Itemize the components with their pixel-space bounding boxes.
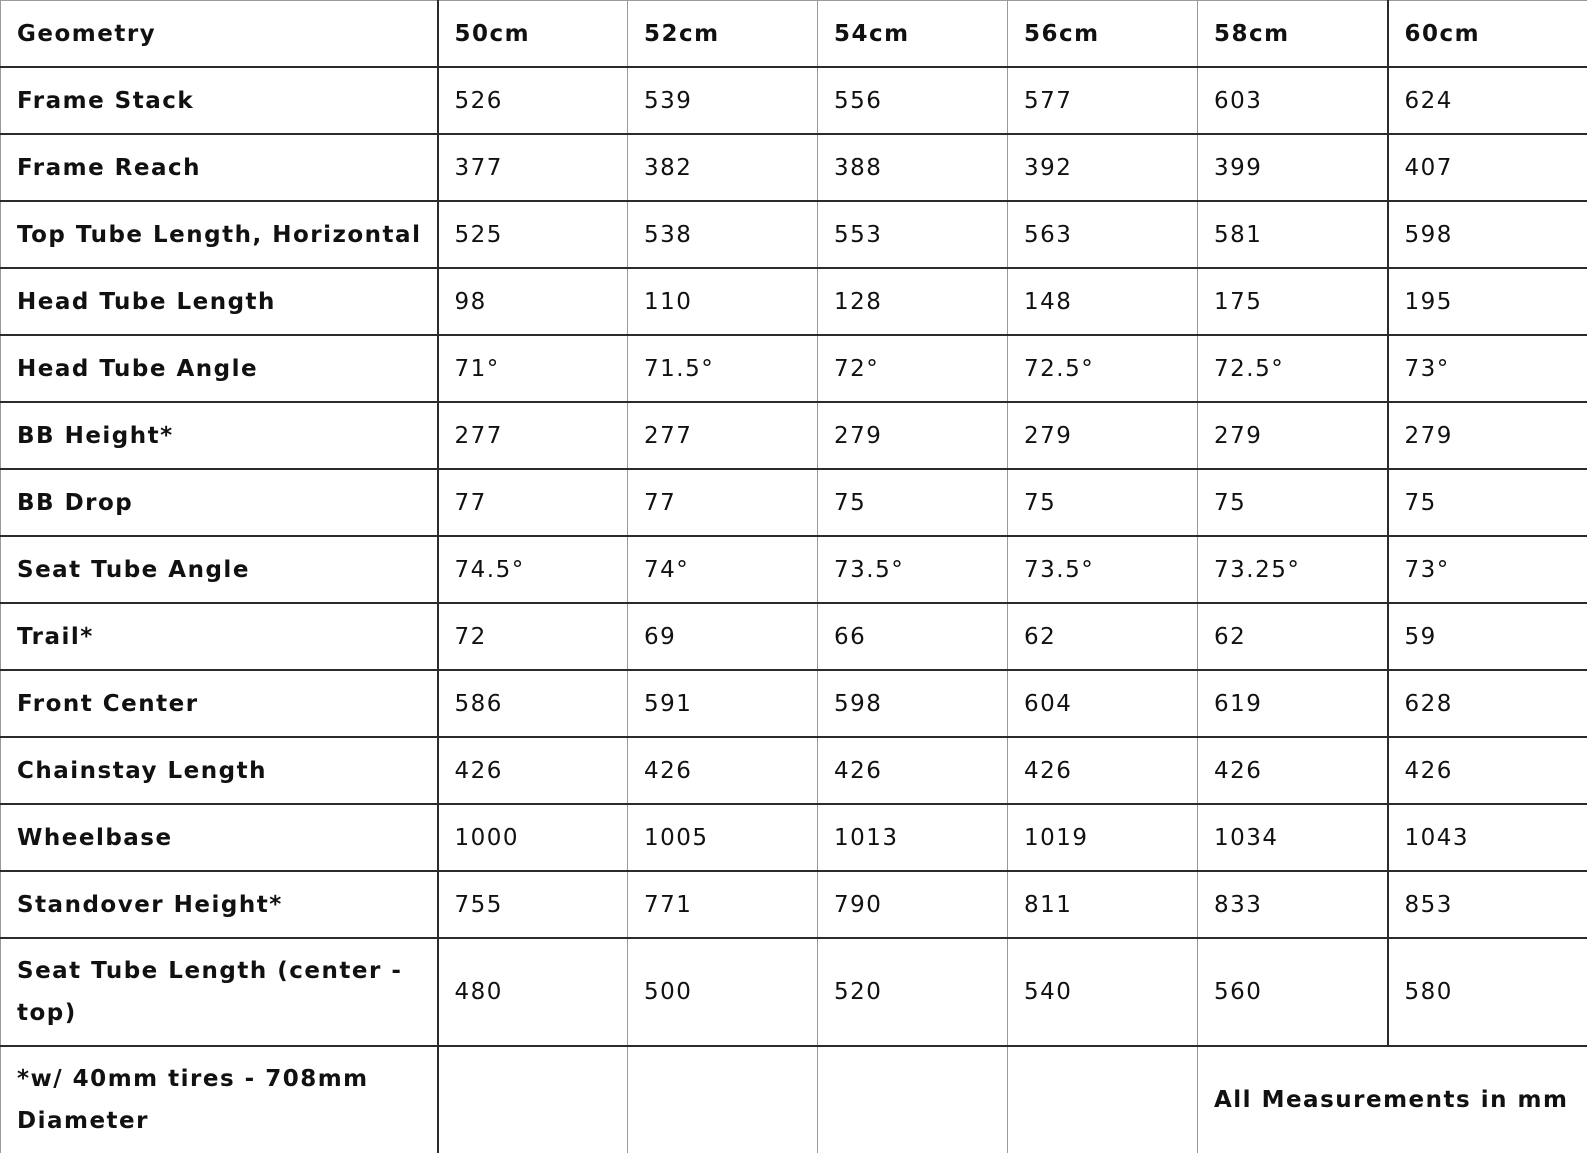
empty-cell — [628, 1046, 818, 1153]
column-header-geometry: Geometry — [1, 1, 438, 68]
table-cell: 382 — [628, 134, 818, 201]
row-label: Seat Tube Length (center - top) — [1, 938, 438, 1046]
column-header-size: 50cm — [438, 1, 628, 68]
row-label: BB Drop — [1, 469, 438, 536]
units-note: All Measurements in mm — [1214, 1087, 1569, 1113]
table-cell: 388 — [818, 134, 1008, 201]
table-cell: 62 — [1008, 603, 1198, 670]
table-cell: 59 — [1388, 603, 1587, 670]
table-cell: 73° — [1388, 536, 1587, 603]
table-cell: 538 — [628, 201, 818, 268]
table-cell: 426 — [438, 737, 628, 804]
table-row — [1, 737, 1587, 804]
table-row — [1, 670, 1587, 737]
table-cell: 72.5° — [1008, 335, 1198, 402]
table-row — [1, 603, 1587, 670]
table-cell: 73.25° — [1198, 536, 1388, 603]
column-header-size: 52cm — [628, 1, 818, 68]
table-cell: 74.5° — [438, 536, 628, 603]
table-cell: 480 — [438, 938, 628, 1046]
row-label: Frame Stack — [1, 67, 438, 134]
table-row — [1, 134, 1587, 201]
table-cell: 526 — [438, 67, 628, 134]
row-label: Wheelbase — [1, 804, 438, 871]
row-label: Chainstay Length — [1, 737, 438, 804]
table-cell: 833 — [1198, 871, 1388, 938]
table-cell: 279 — [1198, 402, 1388, 469]
table-cell: 74° — [628, 536, 818, 603]
table-cell: 586 — [438, 670, 628, 737]
table-row — [1, 67, 1587, 134]
table-row — [1, 335, 1587, 402]
table-cell: 603 — [1198, 67, 1388, 134]
table-cell: 377 — [438, 134, 628, 201]
table-cell: 407 — [1388, 134, 1587, 201]
column-header-size: 60cm — [1388, 1, 1587, 68]
table-cell: 500 — [628, 938, 818, 1046]
table-cell: 577 — [1008, 67, 1198, 134]
table-cell: 75 — [1198, 469, 1388, 536]
table-cell: 72° — [818, 335, 1008, 402]
table-cell: 520 — [818, 938, 1008, 1046]
table-cell: 75 — [818, 469, 1008, 536]
table-cell: 62 — [1198, 603, 1388, 670]
table-cell: 1019 — [1008, 804, 1198, 871]
table-cell: 399 — [1198, 134, 1388, 201]
table-cell: 426 — [1388, 737, 1587, 804]
empty-cell — [1008, 1046, 1198, 1153]
table-cell: 525 — [438, 201, 628, 268]
table-cell: 195 — [1388, 268, 1587, 335]
table-cell: 1013 — [818, 804, 1008, 871]
table-row — [1, 536, 1587, 603]
table-cell: 77 — [438, 469, 628, 536]
row-label: Front Center — [1, 670, 438, 737]
table-cell: 1034 — [1198, 804, 1388, 871]
column-header-size: 58cm — [1198, 1, 1388, 68]
table-cell: 580 — [1388, 938, 1587, 1046]
table-cell: 598 — [818, 670, 1008, 737]
table-cell: 598 — [1388, 201, 1587, 268]
table-cell: 426 — [1008, 737, 1198, 804]
table-cell: 71° — [438, 335, 628, 402]
column-header-size: 54cm — [818, 1, 1008, 68]
table-cell: 175 — [1198, 268, 1388, 335]
table-cell: 624 — [1388, 67, 1587, 134]
table-cell: 71.5° — [628, 335, 818, 402]
table-cell: 628 — [1388, 670, 1587, 737]
table-cell: 279 — [1008, 402, 1198, 469]
footnote: *w/ 40mm tires - 708mm Diameter — [1, 1046, 438, 1153]
table-cell: 426 — [818, 737, 1008, 804]
table-cell: 277 — [628, 402, 818, 469]
table-cell: 73.5° — [818, 536, 1008, 603]
table-cell: 110 — [628, 268, 818, 335]
table-cell: 853 — [1388, 871, 1587, 938]
table-cell: 73.5° — [1008, 536, 1198, 603]
table-row — [1, 804, 1587, 871]
table-footer-row — [1, 1046, 1587, 1153]
table-cell: 604 — [1008, 670, 1198, 737]
table-cell: 72 — [438, 603, 628, 670]
table-cell: 98 — [438, 268, 628, 335]
table-cell: 1043 — [1388, 804, 1587, 871]
table-cell: 75 — [1388, 469, 1587, 536]
table-cell: 556 — [818, 67, 1008, 134]
row-label: Trail* — [1, 603, 438, 670]
table-cell: 66 — [818, 603, 1008, 670]
table-cell: 69 — [628, 603, 818, 670]
table-cell: 392 — [1008, 134, 1198, 201]
row-label: Seat Tube Angle — [1, 536, 438, 603]
table-cell: 277 — [438, 402, 628, 469]
column-header-size: 56cm — [1008, 1, 1198, 68]
table-row — [1, 871, 1587, 938]
table-cell: 540 — [1008, 938, 1198, 1046]
row-label: Top Tube Length, Horizontal — [1, 201, 438, 268]
row-label: Standover Height* — [1, 871, 438, 938]
table-row — [1, 402, 1587, 469]
table-cell: 77 — [628, 469, 818, 536]
table-cell: 581 — [1198, 201, 1388, 268]
table-cell: 128 — [818, 268, 1008, 335]
table-cell: 755 — [438, 871, 628, 938]
table-row — [1, 201, 1587, 268]
table-cell: 426 — [1198, 737, 1388, 804]
table-row — [1, 938, 1587, 1046]
table-cell: 771 — [628, 871, 818, 938]
table-cell: 279 — [818, 402, 1008, 469]
table-cell: 790 — [818, 871, 1008, 938]
row-label: Head Tube Angle — [1, 335, 438, 402]
table-cell: 560 — [1198, 938, 1388, 1046]
table-header-row — [1, 1, 1587, 68]
table-cell: 426 — [628, 737, 818, 804]
table-cell: 539 — [628, 67, 818, 134]
row-label: Head Tube Length — [1, 268, 438, 335]
empty-cell — [818, 1046, 1008, 1153]
row-label: Frame Reach — [1, 134, 438, 201]
table-cell: 619 — [1198, 670, 1388, 737]
table-cell: 75 — [1008, 469, 1198, 536]
table-cell: 1000 — [438, 804, 628, 871]
table-cell: 563 — [1008, 201, 1198, 268]
table-row — [1, 268, 1587, 335]
table-cell: 811 — [1008, 871, 1198, 938]
table-cell: 1005 — [628, 804, 818, 871]
row-label: BB Height* — [1, 402, 438, 469]
table-body — [1, 1, 1587, 1154]
table-cell: 591 — [628, 670, 818, 737]
empty-cell — [438, 1046, 628, 1153]
table-cell: 73° — [1388, 335, 1587, 402]
table-cell: 553 — [818, 201, 1008, 268]
table-cell: 148 — [1008, 268, 1198, 335]
table-row — [1, 469, 1587, 536]
table-cell: 72.5° — [1198, 335, 1388, 402]
table-cell: 279 — [1388, 402, 1587, 469]
